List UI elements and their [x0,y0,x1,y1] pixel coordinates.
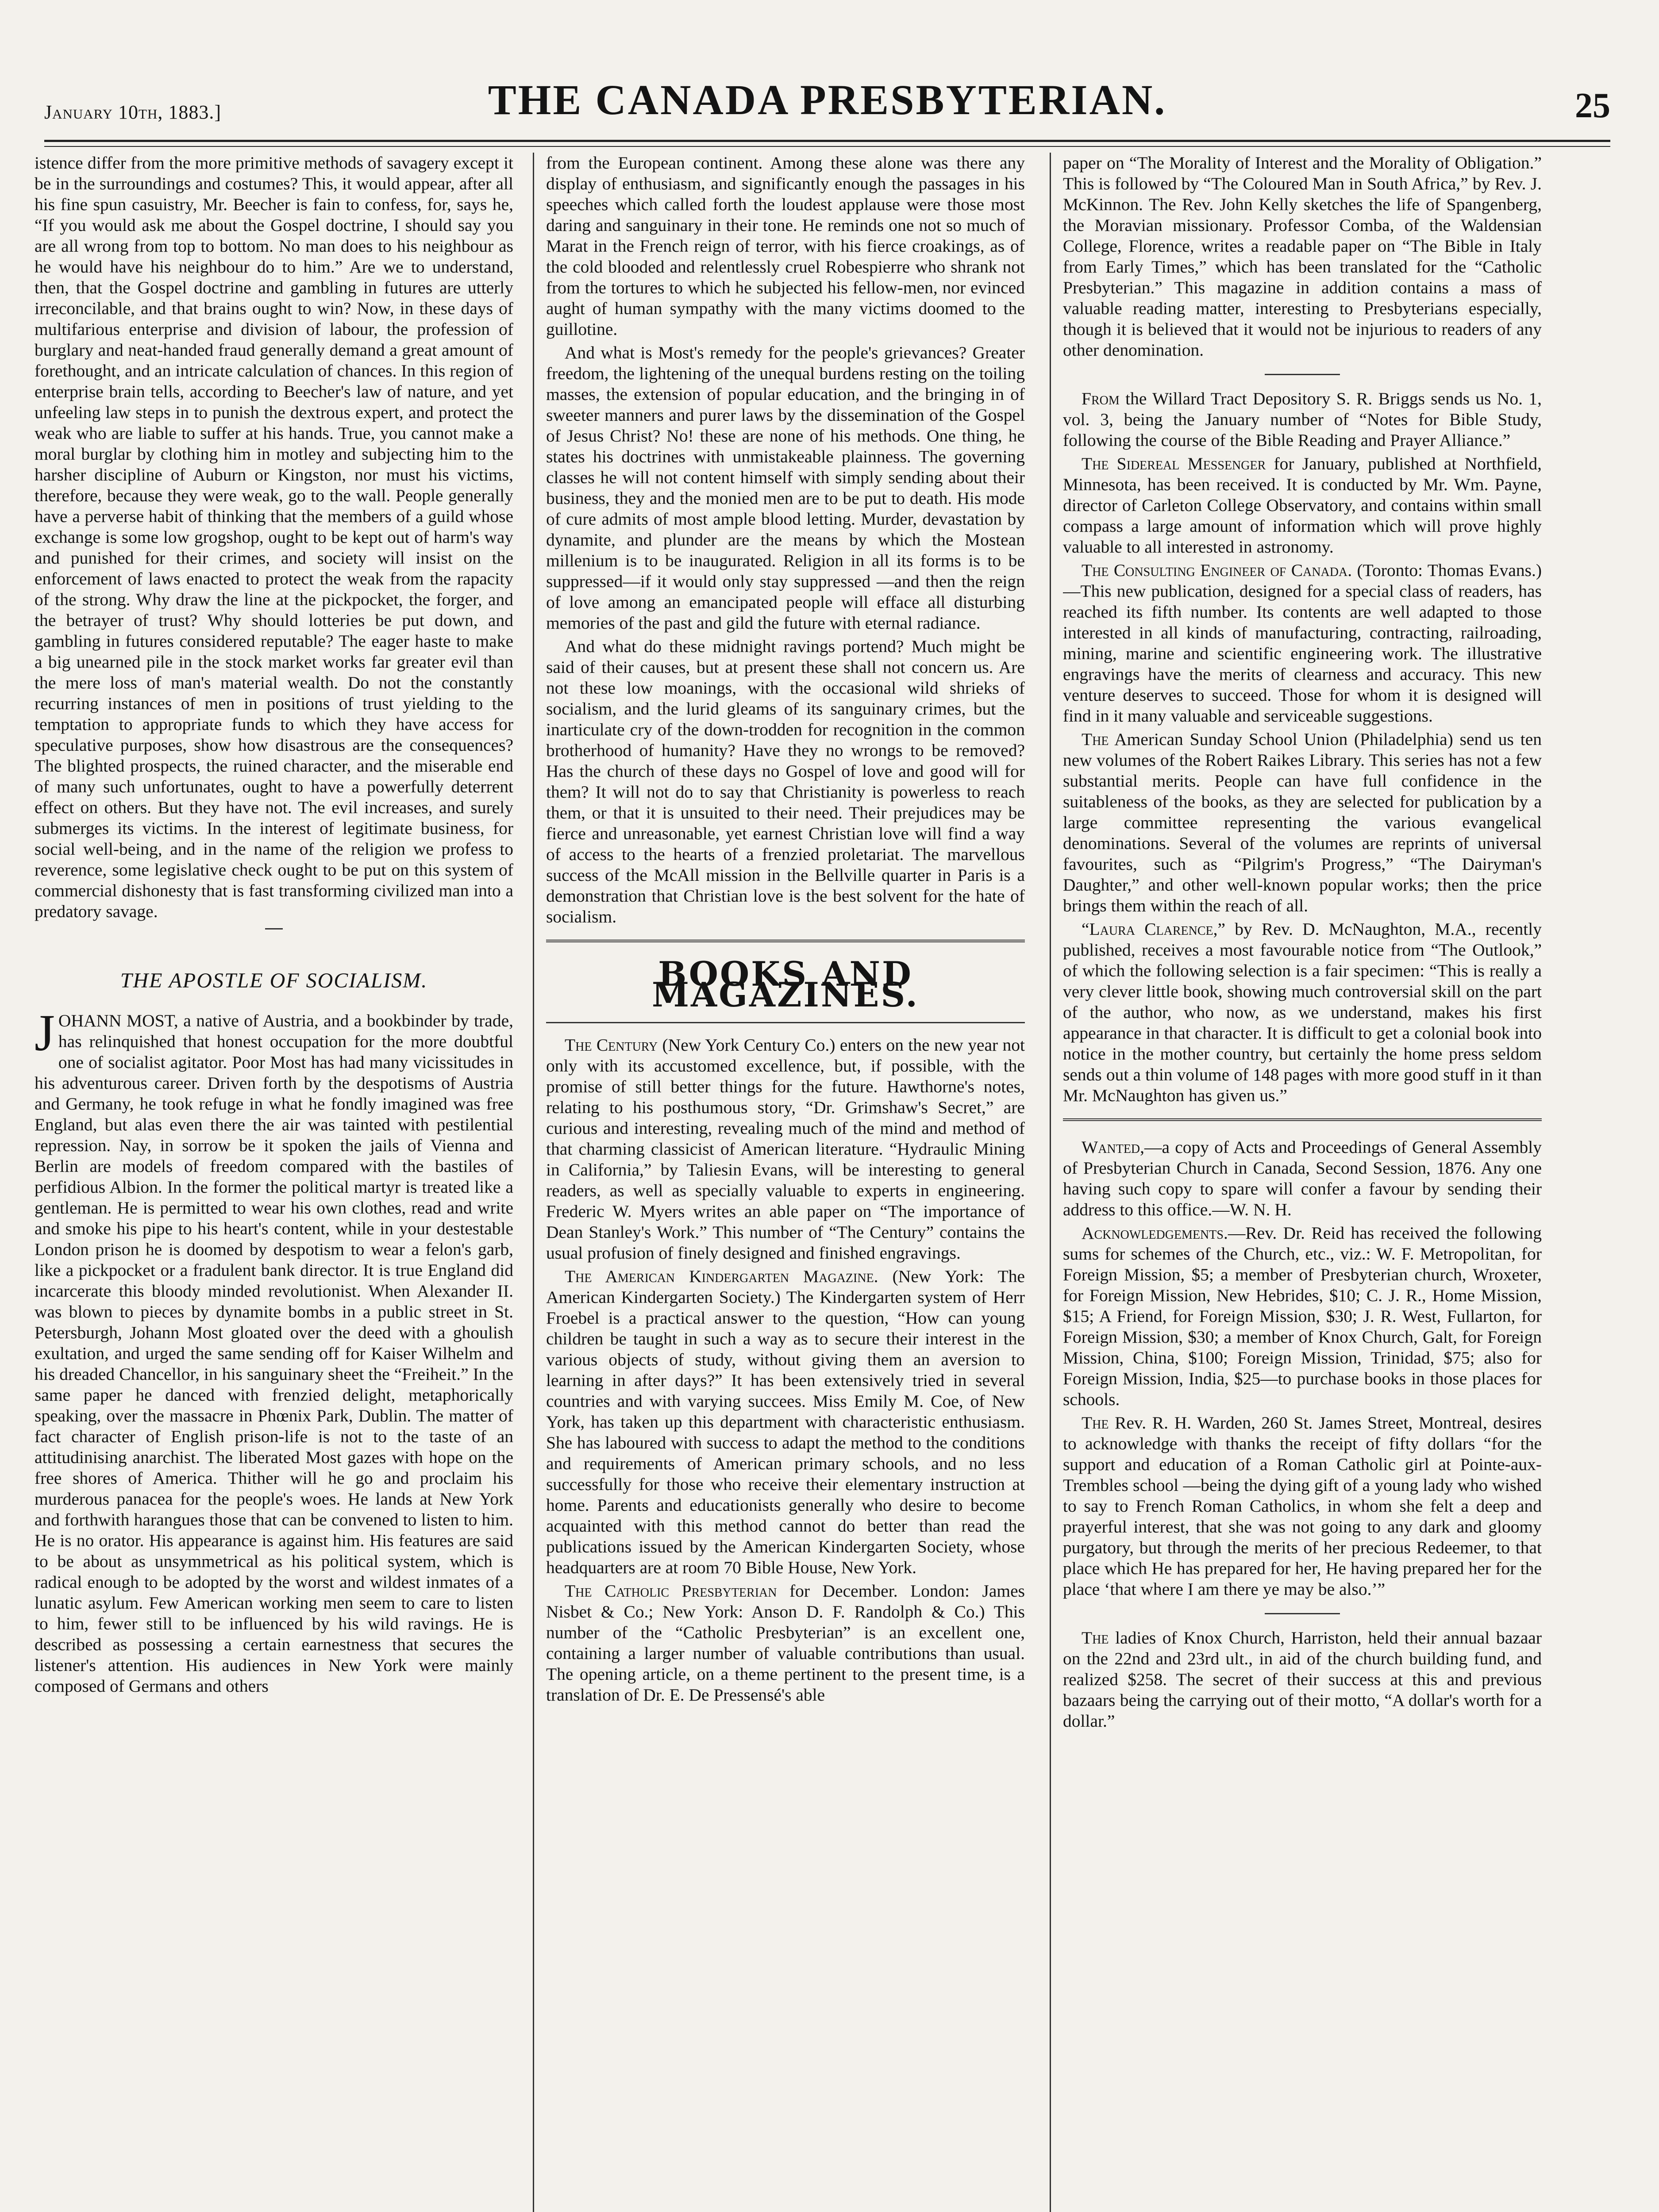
section-heading: BOOKS AND MAGAZINES. [651,954,920,1014]
section-rule [546,1022,1025,1023]
column-divider [533,153,534,2212]
article-paragraph: And what do these midnight ravings portend? Much might be said of their causes, but at present these shall not concern us. Are not these low moanings, with the occasional wild shrieks of socialism, and the lurid gleams of its sanguinary crimes, but the inarticulate cry of the down-trodden for recognition in the common brotherhood of humanity? Have they no wrongs to be removed? Has the church of these days no Gospel of love and good will for them? It will not do to say that Christianity is powerless to reach them, or that it is unsuited to their need. Their prejudices may be fierce and unreasonable, yet earnest Christian love will find a way of access to the hearts of a frenzied proletariat. The marvellous success of the McAll mission in the Bellville quarter in Paris is a demonstration that Christian love is the best solvent for the hate of socialism. [546,637,1025,926]
review-paragraph: The Consulting Engineer of Canada. (Toronto: Thomas Evans.)—This new publication, designed for a special class of readers, has reached its fifth number. Its contents are well adapted to those interested in all kinds of manufacturing, contracting, railroading, mining, marine and scientific engineering work. The illustrative engravings have the merits of clearness and accuracy. This new venture deserves to succeed. Those for whom it is designed will find in it many valuable and serviceable suggestions. [1063,561,1542,726]
article-paragraph: JOHANN MOST, a native of Austria, and a bookbinder by trade, has relinquished that honest occupation for the more doubtful one of socialist agitator. Poor Most has had many vicissitudes in his adventurous career. Driven forth by the despotisms of Austria and Germany, he took refuge in what he fondly imagined was free England, but alas even there the air was tainted with pestilential repression. Nay, in sorrow be it spoken the jails of Vienna and Berlin are models of freedom compared with the bastiles of perfidious Albion. In the former the political martyr is treated like a gentleman. He is permitted to wear his own clothes, read and write and smoke his pipe to his heart's content, while in your destestable London prison he is doomed by despotism to wear a felon's garb, like a pickpocket or a fradulent bank director. It is true England did incarcerate this bloody minded revolutionist. When Alexander II. was blown to pieces by dynamite bombs in a public street in St. Petersburgh, Johann Most gloated over the deed with a ghoulish exultation, and urged the same sending off for Kaiser Wilhelm and his dreaded Chancellor, in his sanguinary sheet the “Freiheit.” In the same paper he danced with frenzied delight, metaphorically speaking, over the massacre in Phœnix Park, Dublin. The matter of fact character of English prison-life is not to the taste of an attitudinising anarchist. The liberated Most gazes with hope on the free shores of America. Thither will he go and proclaim his murderous panacea for the people's woes. He lands at New York and forthwith harangues those that can be convened to listen to him. He is no orator. His appearance is against him. His features are said to be about as unsymmetrical as his political system, which is radical enough to be adopted by the worst and wildest inmates of a lunatic asylum. Few American working men seem to care to listen to him, fewer still to be influenced by his wild ravings. He is described as possessing a certain earnestness that secures the listener's attention. His audiences in New York were mainly composed of Germans and others [35,1004,513,1696]
column-3 [1063,153,1542,2212]
masthead [44,75,1610,142]
drop-cap: J [35,1004,55,1062]
page-number: 25 [1575,86,1610,125]
review-paragraph: The American Kindergarten Magazine. (New York: The American Kindergarten Society.) The Kindergarten system of Herr Froebel is a practical answer to the question, “How can young children be taught in such a way as to secure their interest in the various objects of study, without giving them an aversion to learning in after days?” It has been extensively tried in several countries and with varying succees. Miss Emily M. Coe, of New York, has taken up this department with characteristic enthusiasm. She has laboured with success to adapt the method to the conditions and requirements of American primary schools, and no less successfully for those who receive their elementary instruction at home. Parents and educationists generally who desire to become acquainted with this method cannot do better than read the publications issued by the American Kindergarten Society, whose headquarters are at room 70 Bible House, New York. [546,1267,1025,1577]
issue-date: January 10th, 1883.] [44,101,222,123]
notice-paragraph: The Rev. R. H. Warden, 260 St. James Street, Montreal, desires to acknowledge with thanks the receipt of fifty dollars “for the support and education of a Roman Catholic girl at Pointe-aux-Trembles school —being the dying gift of a young lady who wished to say to French Roman Catholics, in whom she felt a deep and prayerful interest, that she was not going to any dark and gloomy purgatory, but through the merits of her precious Redeemer, to that place which He has prepared for her, He having prepared her for the place ‘that where I am there ye may be also.’” [1063,1413,1542,1599]
column-2 [546,153,1025,2212]
review-paragraph: The American Sunday School Union (Philadelphia) send us ten new volumes of the Robert Raikes Library. This series has not a few substantial merits. People can have full confidence in the suitableness of the books, as they are selected for publication by a large committee representing the various evangelical denominations. Several of the volumes are reprints of universal favourites, such as “Pilgrim's Progress,” “The Dairyman's Daughter,” and other well-known popular works; then the price brings them within the reach of all. [1063,730,1542,915]
masthead-rule-thin [44,146,1610,147]
review-paragraph: The Sidereal Messenger for January, published at Northfield, Minnesota, has been received. It is conducted by Mr. Wm. Payne, director of Carleton College Observatory, and contains within small compass a large amount of information which will prove highly valuable to all interested in astronomy. [1063,454,1542,557]
review-paragraph: The Catholic Presbyterian for December. London: James Nisbet & Co.; New York: Anson D. F. Randolph & Co.) This number of the “Catholic Presbyterian” is an excellent one, containing a larger number of valuable contributions than usual. The opening article, on a theme pertinent to the present time, is a translation of Dr. E. De Pressensé's able [546,1581,1025,1705]
review-paragraph: The Century (New York Century Co.) enters on the new year not only with its accustomed excellence, but, if possible, with the promise of still better things for the future. Hawthorne's notes, relating to his posthumous story, “Dr. Grimshaw's Secret,” are curious and interesting, revealing much of the mind and method of that charming classicist of American literature. “Hydraulic Mining in California,” by Taliesin Evans, will be interesting to general readers, as well as specially valuable to experts in engineering. Frederic W. Myers writes an able paper on “The importance of Dean Stanley's Work.” This number of “The Century” contains the usual profusion of finely designed and finished engravings. [546,1035,1025,1263]
article-paragraph: from the European continent. Among these alone was there any display of enthusiasm, and significantly enough the passages in his speeches which called forth the loudest applause were those most daring and sanguinary in their tone. He reminds one not so much of Marat in the French reign of terror, with his fierce croakings, as of the cold blooded and relentlessly cruel Robespierre who shrank not from the tortures to which he subjected his fellow-men, nor evinced aught of human sympathy with the many victims doomed to the guillotine. [546,153,1025,339]
newspaper-title: THE CANADA PRESBYTERIAN. [488,76,1167,123]
end-mark [265,928,283,929]
review-paragraph: From the Willard Tract Depository S. R. Briggs sends us No. 1, vol. 3, being the January number of “Notes for Bible Study, following the course of the Bible Reading and Prayer Alliance.” [1063,389,1542,450]
notice-paragraph: Acknowledgements.—Rev. Dr. Reid has received the following sums for schemes of the Church, etc., viz.: W. F. Metropolitan, for Foreign Mission, $5; a member of Presbyterian church, Wroxeter, for Foreign Mission, New Hebrides, $10; C. J. R., Home Mission, $15; A Friend, for Foreign Mission, $30; J. R. West, Fullarton, for Foreign Mission, $30; a member of Knox Church, Galt, for Foreign Mission, China, $100; Foreign Mission, Trinidad, $75; also for Foreign Mission, India, $25—to purchase books in those places for schools. [1063,1223,1542,1409]
review-paragraph: “Laura Clarence,” by Rev. D. McNaughton, M.A., recently published, receives a most favourable notice from “The Outlook,” of which the following selection is a fair specimen: “This is really a very clever little book, showing much controversial skill on the part of the author, who now, as we understand, makes his first appearance in that character. It is difficult to get a colonial book into notice in the mother country, but certainly the home press seldom sends out a thin volume of 148 pages with more good stuff in it than Mr. McNaughton has given us.” [1063,919,1542,1105]
article-paragraph: And what is Most's remedy for the people's grievances? Greater freedom, the lightening of the unequal burdens resting on the toiling masses, the extension of popular education, and the bringing in of sweeter manners and purer laws by the dissemination of the Gospel of Jesus Christ? No! these are none of his methods. One thing, he states his doctrines with unmistakeable plainness. The governing classes he will not content himself with simply sending about their business, they and the monied men are to be put to death. His mode of cure admits of most ample blood letting. Murder, devastation by dynamite, and plunder are the means by which the Mostean millenium is to be inaugurated. Religion in all its forms is to be suppressed—if it would only stay suppressed —and then the reign of love among an emancipated people will efface all disturbing memories of the past and gild the future with eternal radiance. [546,343,1025,633]
notice-paragraph: The ladies of Knox Church, Harriston, held their annual bazaar on the 22nd and 23rd ult., in aid of the church building fund, and realized $258. The secret of their success at this and previous bazaars being the carrying out of their motto, “A dollar's worth for a dollar.” [1063,1628,1542,1731]
article-paragraph: istence differ from the more primitive methods of savagery except it be in the surroundings and costumes? This, it would appear, after all his fine spun casuistry, Mr. Beecher is fain to confess, for, says he, “If you would ask me about the Gospel doctrine, I should say you are all wrong from top to bottom. No man does to his neighbour as he would have his neighbour do to him.” Are we to understand, then, that the Gospel doctrine and gambling in futures are utterly irreconcilable, and that brains ought to win? Now, in these days of multifarious enterprise and division of labour, the profession of burglary and neat-handed fraud generally demand a great amount of forethought, and an intricate calculation of chances. In this region of enterprise brain tells, according to Beecher's law of nature, and yet unfeeling law steps in to punish the dextrous expert, and protect the weak who are liable to suffer at his hands. True, you cannot make a moral burglar by clothing him in motley and subjecting him to the harsher discipline of Auburn or Kingston, nor must his victims, therefore, because they were weak, go to the wall. People generally have a perverse habit of thinking that the members of a guild whose exchange is some low grogshop, ought to be kept out of harm's way and punished for their crimes, and society will insist on the enforcement of laws enacted to protect the weak from the rapacity of the strong. Why draw the line at the pickpocket, the forger, and the betrayer of trust? Why should lotteries be put down, and gambling in futures considered reputable? The eager haste to make a big unearned pile in the stock market works far greater evil than the mere loss of man's material wealth. Do not the constantly recurring instances of men in positions of trust yielding to the temptation to appropriate funds to which they have access for speculative purposes, show how disastrous are the consequences? The blighted prospects, the ruined character, and the miserable end of many such unfortunates, ought to have a powerfully deterrent effect on others. But they have not. The evil increases, and surely submerges its victims. In the interest of legitimate business, for social well-being, and in the name of the religion we profess to reverence, some legislative check ought to be put on this system of commercial dishonesty that is fast transforming civilized man into a predatory savage. [35,153,513,921]
masthead-rule [44,140,1610,142]
section-rule [546,940,1025,942]
review-paragraph: paper on “The Morality of Interest and the Morality of Obligation.” This is followed by “The Coloured Man in South Africa,” by Rev. J. McKinnon. The Rev. John Kelly sketches the life of Spangenberg, the Moravian missionary. Professor Comba, of the Waldensian College, Florence, writes a readable paper on “The Bible in Italy from Early Times,” which has been translated for the “Catholic Presbyterian.” This magazine in addition contains a mass of valuable reading matter, interesting to Presbyterians especially, though it is believed that it would not be injurious to readers of any other denomination. [1063,153,1542,360]
article-heading: THE APOSTLE OF SOCIALISM. [120,969,428,992]
section-rule [1063,1118,1542,1121]
column-1 [35,153,513,2212]
notice-paragraph: Wanted,—a copy of Acts and Proceedings of General Assembly of Presbyterian Church in Canada, Second Session, 1876. Any one having such copy to spare will confer a favour by sending their address to this office.—W. N. H. [1063,1137,1542,1219]
divider [1265,1613,1340,1614]
divider [1265,374,1340,375]
column-divider [1050,153,1051,2212]
